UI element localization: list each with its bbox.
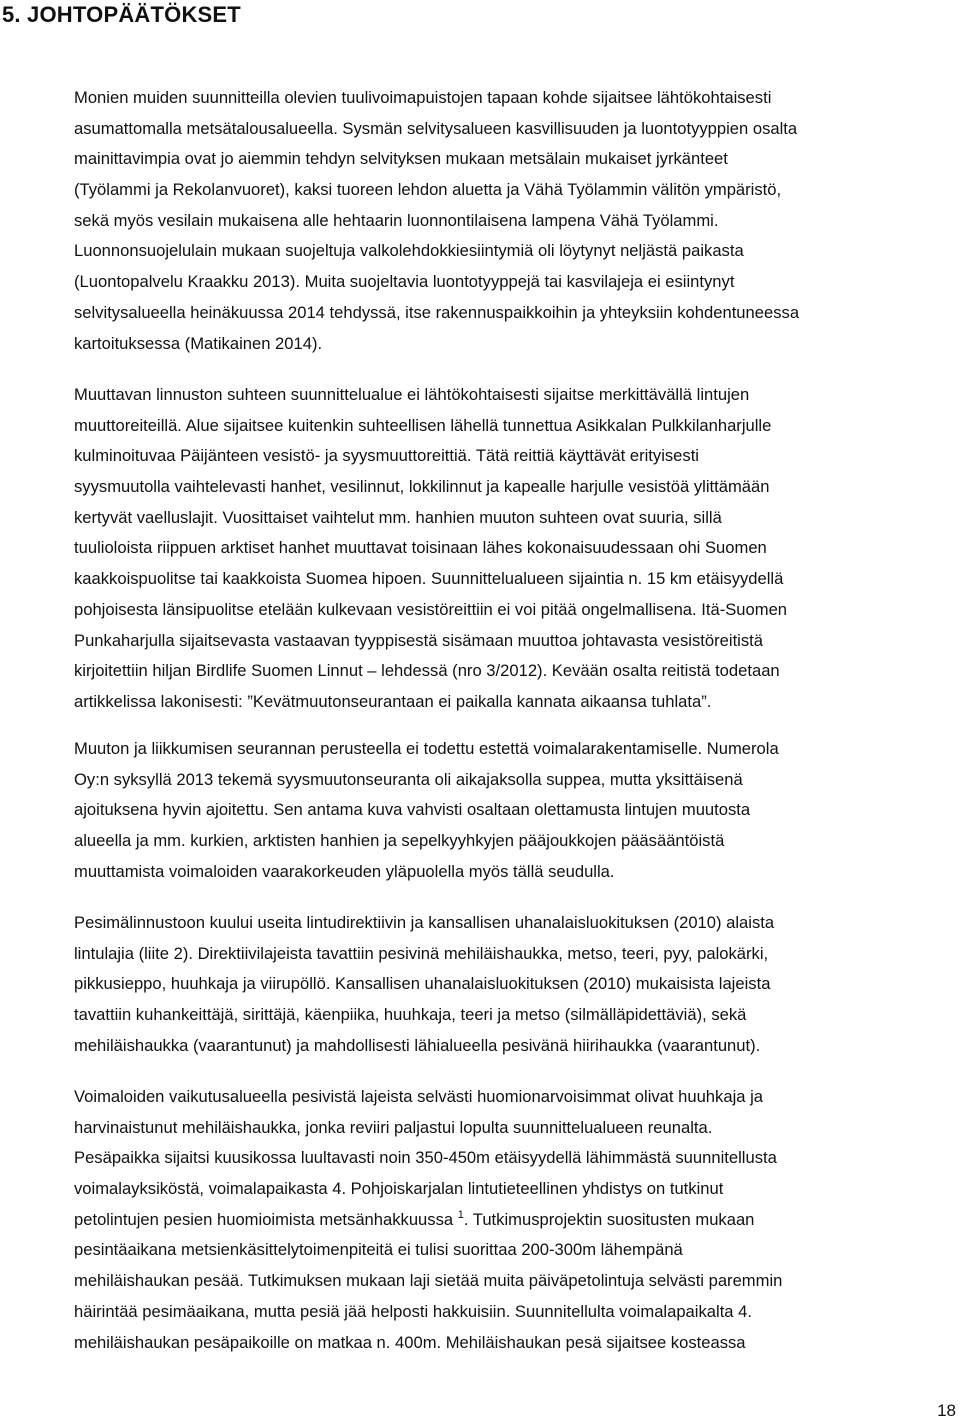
text-line: tavattiin kuhankeittäjä, sirittäjä, käenpiika, huuhkaja, teeri ja metso (silmälläpidettäviä), sekä xyxy=(74,1005,747,1025)
text-line: mehiläishaukan pesäpaikoille on matkaa n. 400m. Mehiläishaukan pesä sijaitsee kosteassa xyxy=(74,1332,746,1352)
text-line: Oy:n syksyllä 2013 tekemä syysmuutonseuranta oli aikajaksolla suppea, mutta yksittäisenä xyxy=(74,769,743,789)
paragraph-5 xyxy=(74,1082,954,1358)
text-line: pikkusieppo, huuhkaja ja viirupöllö. Kansallisen uhanalaisluokituksen (2010) mukaisista lajeista xyxy=(74,974,771,994)
text-line: mehiläishaukka (vaarantunut) ja mahdollisesti lähialueella pesivänä hiirihaukka (vaarantunut). xyxy=(74,1035,761,1055)
text-line: Luonnonsuojelulain mukaan suojeltuja valkolehdokkiesiintymiä oli löytynyt neljästä paikasta xyxy=(74,241,744,261)
paragraph-4 xyxy=(74,908,954,1061)
text-line: ajoituksena hyvin ajoitettu. Sen antama kuva vahvisti osaltaan olettamusta lintujen muutosta xyxy=(74,800,751,820)
text-line: pesintäaikana metsienkäsittelytoimenpiteitä ei tulisi suorittaa 200-300m lähempänä xyxy=(74,1240,683,1260)
text-line: (Työlammi ja Rekolanvuoret), kaksi tuoreen lehdon aluetta ja Vähä Työlammin välitön ympäristö, xyxy=(74,180,782,200)
text-segment: . Tutkimusprojektin suositusten mukaan xyxy=(463,1209,755,1229)
text-line: sekä myös vesilain mukaisena alle hehtaarin luonnontilaisena lampena Vähä Työlammi. xyxy=(74,210,719,230)
text-line: Muuton ja liikkumisen seurannan perusteella ei todettu estettä voimalarakentamiselle. Numerola xyxy=(74,739,779,758)
text-line: Pesäpaikka sijaitsi kuusikossa luultavasti noin 350-450m etäisyydellä lähimmästä suunnitellusta xyxy=(74,1148,777,1168)
paragraph-1 xyxy=(74,83,954,359)
text-line: kulminoituvaa Päijänteen vesistö- ja syysmuuttoreittiä. Tätä reittiä käyttävät erityisesti xyxy=(74,446,699,466)
text-line: artikkelissa lakonisesti: ”Kevätmuutonseurantaan ei paikalla kannata aikaansa tuhlata”. xyxy=(74,691,712,711)
text-line: Pesimälinnustoon kuului useita lintudirektiivin ja kansallisen uhanalaisluokituksen (2010) alaista xyxy=(74,913,775,932)
text-line: Monien muiden suunnitteilla olevien tuulivoimapuistojen tapaan kohde sijaitsee lähtökohtaisesti xyxy=(74,88,772,107)
text-line: kertyvät vaelluslajit. Vuosittaiset vaihtelut mm. hanhien muuton suhteen ovat suuria, sillä xyxy=(74,507,722,527)
text-line: Voimaloiden vaikutusalueella pesivistä lajeista selvästi huomionarvoisimmat olivat huuhkaja ja xyxy=(74,1087,764,1106)
text-line: muuttamista voimaloiden vaarakorkeuden yläpuolella myös tällä seudulla. xyxy=(74,861,615,881)
text-line: (Luontopalvelu Kraakku 2013). Muita suojeltavia luontotyyppejä tai kasvilajeja ei esiintynyt xyxy=(74,272,735,292)
text-line-with-footnote xyxy=(74,1205,954,1236)
text-line: Muuttavan linnuston suhteen suunnittelualue ei lähtökohtaisesti sijaitse merkittävällä lintujen xyxy=(74,385,750,404)
text-segment: petolintujen pesien huomioimista metsänhakkuussa xyxy=(74,1209,454,1229)
text-line: kaakkoispuolitse tai kaakkoista Suomea hipoen. Suunnittelualueen sijaintia n. 15 km etäisyydellä xyxy=(74,569,784,589)
paragraph-3 xyxy=(74,734,954,887)
text-line: mainittavimpia ovat jo aiemmin tehdyn selvityksen mukaan metsälain mukaiset jyrkänteet xyxy=(74,149,728,169)
text-line: häirintää pesimäaikana, mutta pesiä jää helposti hakkuisiin. Suunnitellulta voimalapaikalta 4. xyxy=(74,1301,752,1321)
page-number: 18 xyxy=(937,1401,956,1420)
section-heading: 5. JOHTOPÄÄTÖKSET xyxy=(2,2,241,27)
paragraph-2 xyxy=(74,380,954,718)
text-line: mehiläishaukan pesää. Tutkimuksen mukaan laji sietää muita päiväpetolintuja selvästi paremmin xyxy=(74,1271,783,1291)
text-line: syysmuutolla vaihtelevasti hanhet, vesilinnut, lokkilinnut ja kapealle harjulle vesistöä ylittämään xyxy=(74,477,770,497)
footnote-reference[interactable]: 1 xyxy=(457,1208,464,1221)
text-line: tuulioloista riippuen arktiset hanhet muuttavat toisinaan lähes kokonaisuudessaan ohi Suomen xyxy=(74,538,767,558)
text-line: kirjoitettiin hiljan Birdlife Suomen Linnut – lehdessä (nro 3/2012). Kevään osalta reitistä todetaan xyxy=(74,661,780,681)
text-line: kartoituksessa (Matikainen 2014). xyxy=(74,333,323,353)
text-line: pohjoisesta länsipuolitse etelään kulkevaan vesistöreittiin ei voi pitää ongelmallisena. Itä-Suomen xyxy=(74,599,788,619)
text-line: voimalayksiköstä, voimalapaikasta 4. Pohjoiskarjalan lintutieteellinen yhdistys on tutkinut xyxy=(74,1179,724,1199)
text-line: Punkaharjulla sijaitsevasta vastaavan tyyppisestä sisämaan muuttoa johtavasta vesistöreitistä xyxy=(74,630,763,650)
text-line: muuttoreiteillä. Alue sijaitsee kuitenkin suhteellisen lähellä tunnettua Asikkalan Pulkkilanharjulle xyxy=(74,415,772,435)
text-line: harvinaistunut mehiläishaukka, jonka reviiri paljastui lopulta suunnittelualueen reunalta. xyxy=(74,1117,713,1137)
text-line: asumattomalla metsätalousalueella. Sysmän selvitysalueen kasvillisuuden ja luontotyyppien osalta xyxy=(74,118,798,138)
text-line: alueella ja mm. kurkien, arktisten hanhien ja sepelkyyhkyjen pääjoukkojen pääsääntöistä xyxy=(74,831,725,851)
text-line: lintulajia (liite 2). Direktiivilajeista tavattiin pesivinä mehiläishaukka, metso, teeri, pyy, palokärki, xyxy=(74,943,769,963)
text-line: selvitysalueella heinäkuussa 2014 tehdyssä, itse rakennuspaikkoihin ja yhteyksiin kohdentuneessa xyxy=(74,302,800,322)
